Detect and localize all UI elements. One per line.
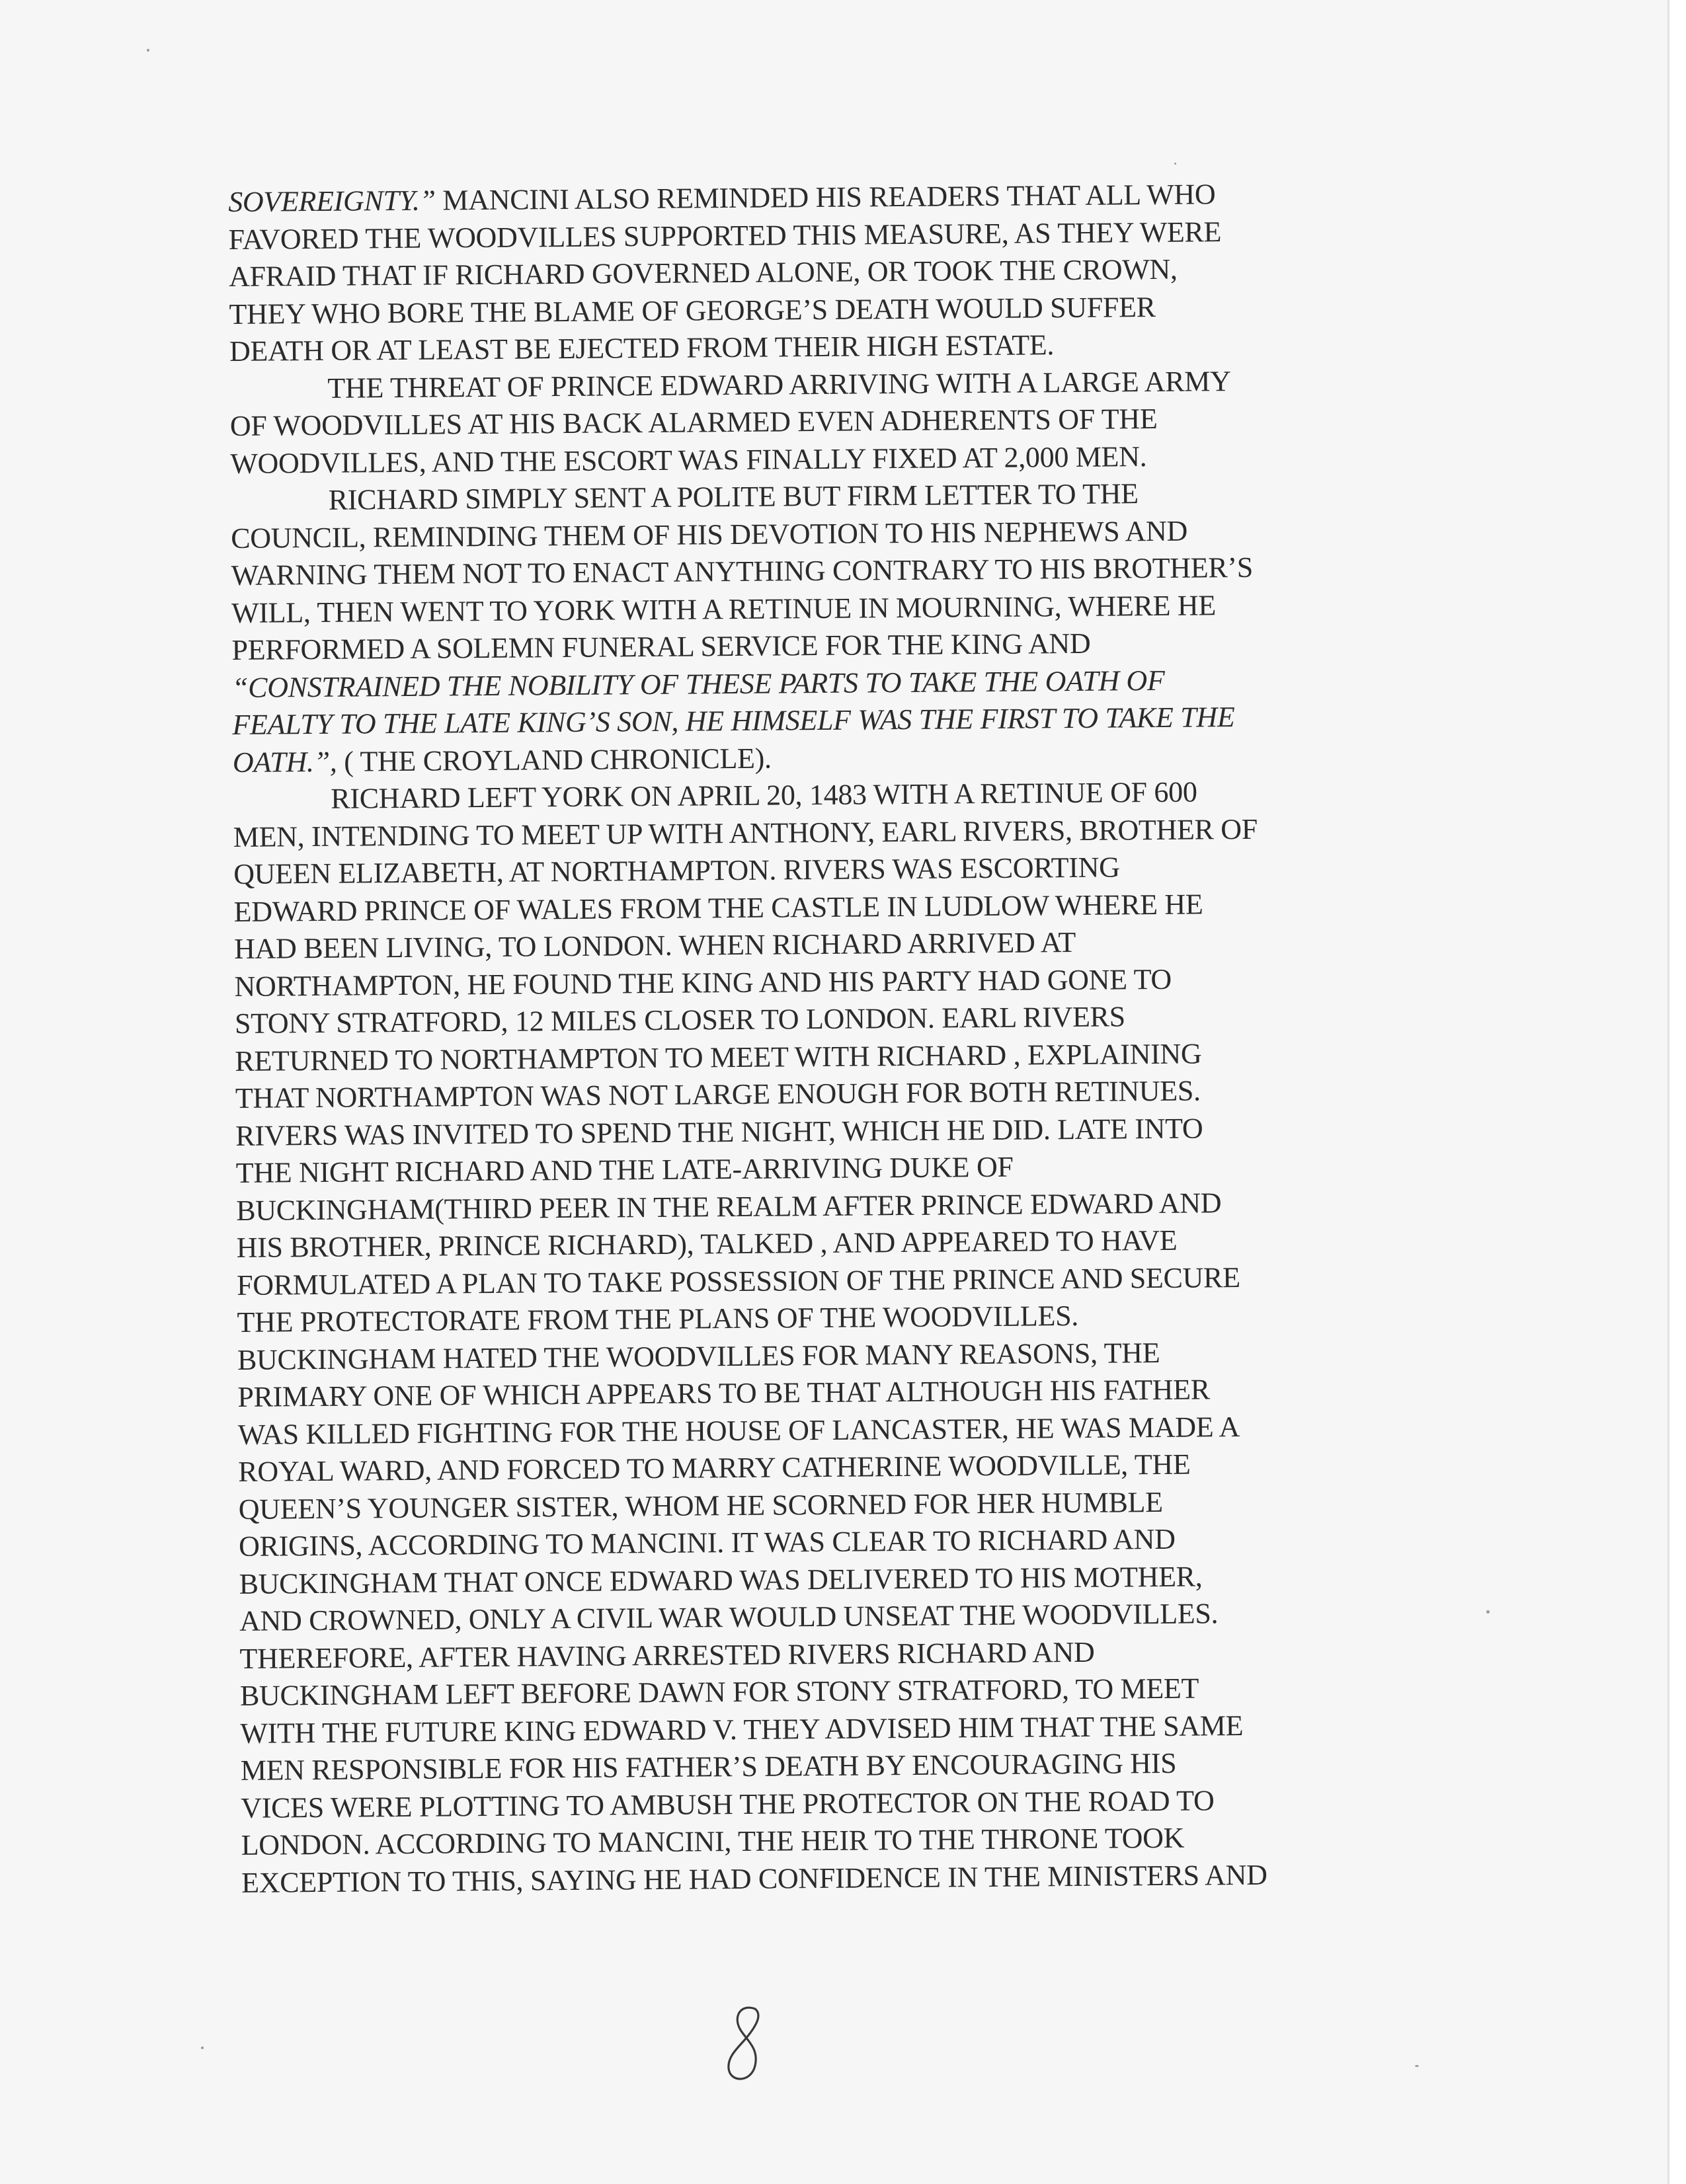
scan-speck (201, 2047, 204, 2049)
line-text: WARNING THEM NOT TO ENACT ANYTHING CONTRARY TO HIS BROTHER’S (231, 551, 1254, 592)
line-text: OF WOODVILLES AT HIS BACK ALARMED EVEN ADHERENTS OF THE (229, 402, 1158, 442)
scan-speck (1486, 1610, 1490, 1614)
scan-speck (147, 49, 149, 52)
line-text: BUCKINGHAM LEFT BEFORE DAWN FOR STONY STRATFORD, TO MEET (239, 1672, 1199, 1712)
quoted-text: SOVEREIGNTY.” (228, 184, 443, 218)
line-text: NORTHAMPTON, HE FOUND THE KING AND HIS PARTY HAD GONE TO (234, 962, 1172, 1003)
line-text: THEREFORE, AFTER HAVING ARRESTED RIVERS RICHARD AND (239, 1635, 1095, 1675)
line-text: BUCKINGHAM THAT ONCE EDWARD WAS DELIVERED TO HIS MOTHER, (239, 1559, 1203, 1600)
line-text: VICES WERE PLOTTING TO AMBUSH THE PROTECTOR ON THE ROAD TO (241, 1783, 1215, 1824)
line-text: AND CROWNED, ONLY A CIVIL WAR WOULD UNSEAT THE WOODVILLES. (239, 1597, 1219, 1637)
scan-speck (1415, 2065, 1419, 2067)
line-text: MEN, INTENDING TO MEET UP WITH ANTHONY, EARL RIVERS, BROTHER OF (233, 812, 1258, 853)
quoted-text: FEALTY TO THE LATE KING’S SON, HE HIMSELF WAS THE FIRST TO TAKE THE (232, 701, 1235, 741)
line-text: RETURNED TO NORTHAMPTON TO MEET WITH RICHARD , EXPLAINING (235, 1036, 1202, 1077)
line-text: COUNCIL, REMINDING THEM OF HIS DEVOTION TO HIS NEPHEWS AND (231, 514, 1188, 555)
line-text: DEATH OR AT LEAST BE EJECTED FROM THEIR HIGH ESTATE. (229, 329, 1055, 368)
body-text (228, 175, 1425, 1902)
quoted-text: “CONSTRAINED THE NOBILITY OF THESE PARTS TO TAKE THE OATH OF (231, 664, 1165, 704)
line-text: BUCKINGHAM(THIRD PEER IN THE REALM AFTER PRINCE EDWARD AND (236, 1186, 1222, 1227)
line-text: FORMULATED A PLAN TO TAKE POSSESSION OF THE PRINCE AND SECURE (236, 1261, 1240, 1302)
line-text: HIS BROTHER, PRINCE RICHARD), TALKED , AND APPEARED TO HAVE (236, 1224, 1178, 1264)
line-text: FAVORED THE WOODVILLES SUPPORTED THIS MEASURE, AS THEY WERE (228, 215, 1222, 256)
line-text: ROYAL WARD, AND FORCED TO MARRY CATHERINE WOODVILLE, THE (238, 1448, 1191, 1488)
line-text: RIVERS WAS INVITED TO SPEND THE NIGHT, WHICH HE DID. LATE INTO (235, 1111, 1203, 1152)
line-text: EDWARD PRINCE OF WALES FROM THE CASTLE IN LUDLOW WHERE HE (233, 887, 1203, 928)
line-text: EXCEPTION TO THIS, SAYING HE HAD CONFIDENCE IN THE MINISTERS AND (241, 1858, 1267, 1899)
line-text: MEN RESPONSIBLE FOR HIS FATHER’S DEATH BY ENCOURAGING HIS (240, 1746, 1177, 1787)
line-text: WITH THE FUTURE KING EDWARD V. THEY ADVISED HIM THAT THE SAME (240, 1709, 1244, 1750)
line-text: THEY WHO BORE THE BLAME OF GEORGE’S DEATH WOULD SUFFER (229, 290, 1156, 331)
line-text: RICHARD LEFT YORK ON APRIL 20, 1483 WITH A RETINUE OF 600 (331, 775, 1197, 815)
line-text: THE PROTECTORATE FROM THE PLANS OF THE WOODVILLES. (237, 1299, 1079, 1339)
scan-speck (1174, 163, 1176, 165)
line-text: QUEEN’S YOUNGER SISTER, WHOM HE SCORNED FOR HER HUMBLE (238, 1485, 1163, 1526)
line-text: THE NIGHT RICHARD AND THE LATE-ARRIVING DUKE OF (235, 1150, 1014, 1189)
line-text: RICHARD SIMPLY SENT A POLITE BUT FIRM LETTER TO THE (328, 477, 1139, 516)
line-text: WILL, THEN WENT TO YORK WITH A RETINUE IN MOURNING, WHERE HE (231, 588, 1217, 629)
line-text: AFRAID THAT IF RICHARD GOVERNED ALONE, OR TOOK THE CROWN, (228, 253, 1178, 293)
line-text: STONY STRATFORD, 12 MILES CLOSER TO LONDON. EARL RIVERS (234, 1000, 1125, 1040)
line-text: PRIMARY ONE OF WHICH APPEARS TO BE THAT ALTHOUGH HIS FATHER (237, 1373, 1210, 1413)
line-text: BUCKINGHAM HATED THE WOODVILLES FOR MANY REASONS, THE (237, 1336, 1160, 1376)
line-text: HAD BEEN LIVING, TO LONDON. WHEN RICHARD ARRIVED AT (233, 925, 1076, 965)
line-text: THAT NORTHAMPTON WAS NOT LARGE ENOUGH FOR BOTH RETINUES. (235, 1074, 1201, 1114)
quoted-text: OATH.”, (232, 745, 344, 779)
line-text: WOODVILLES, AND THE ESCORT WAS FINALLY FIXED AT 2,000 MEN. (230, 440, 1147, 480)
handwritten-page-number (721, 2000, 774, 2092)
line-text: QUEEN ELIZABETH, AT NORTHAMPTON. RIVERS WAS ESCORTING (233, 851, 1120, 890)
line-text: LONDON. ACCORDING TO MANCINI, THE HEIR TO THE THRONE TOOK (241, 1821, 1185, 1861)
line-text: THE THREAT OF PRINCE EDWARD ARRIVING WITH A LARGE ARMY (327, 364, 1231, 405)
line-text: MANCINI ALSO REMINDED HIS READERS THAT ALL WHO (442, 178, 1216, 217)
line-text: ( THE CROYLAND CHRONICLE). (344, 742, 772, 778)
line-text: WAS KILLED FIGHTING FOR THE HOUSE OF LANCASTER, HE WAS MADE A (237, 1410, 1240, 1451)
line-text: PERFORMED A SOLEMN FUNERAL SERVICE FOR THE KING AND (231, 627, 1091, 666)
line-text: ORIGINS, ACCORDING TO MANCINI. IT WAS CLEAR TO RICHARD AND (238, 1522, 1176, 1563)
